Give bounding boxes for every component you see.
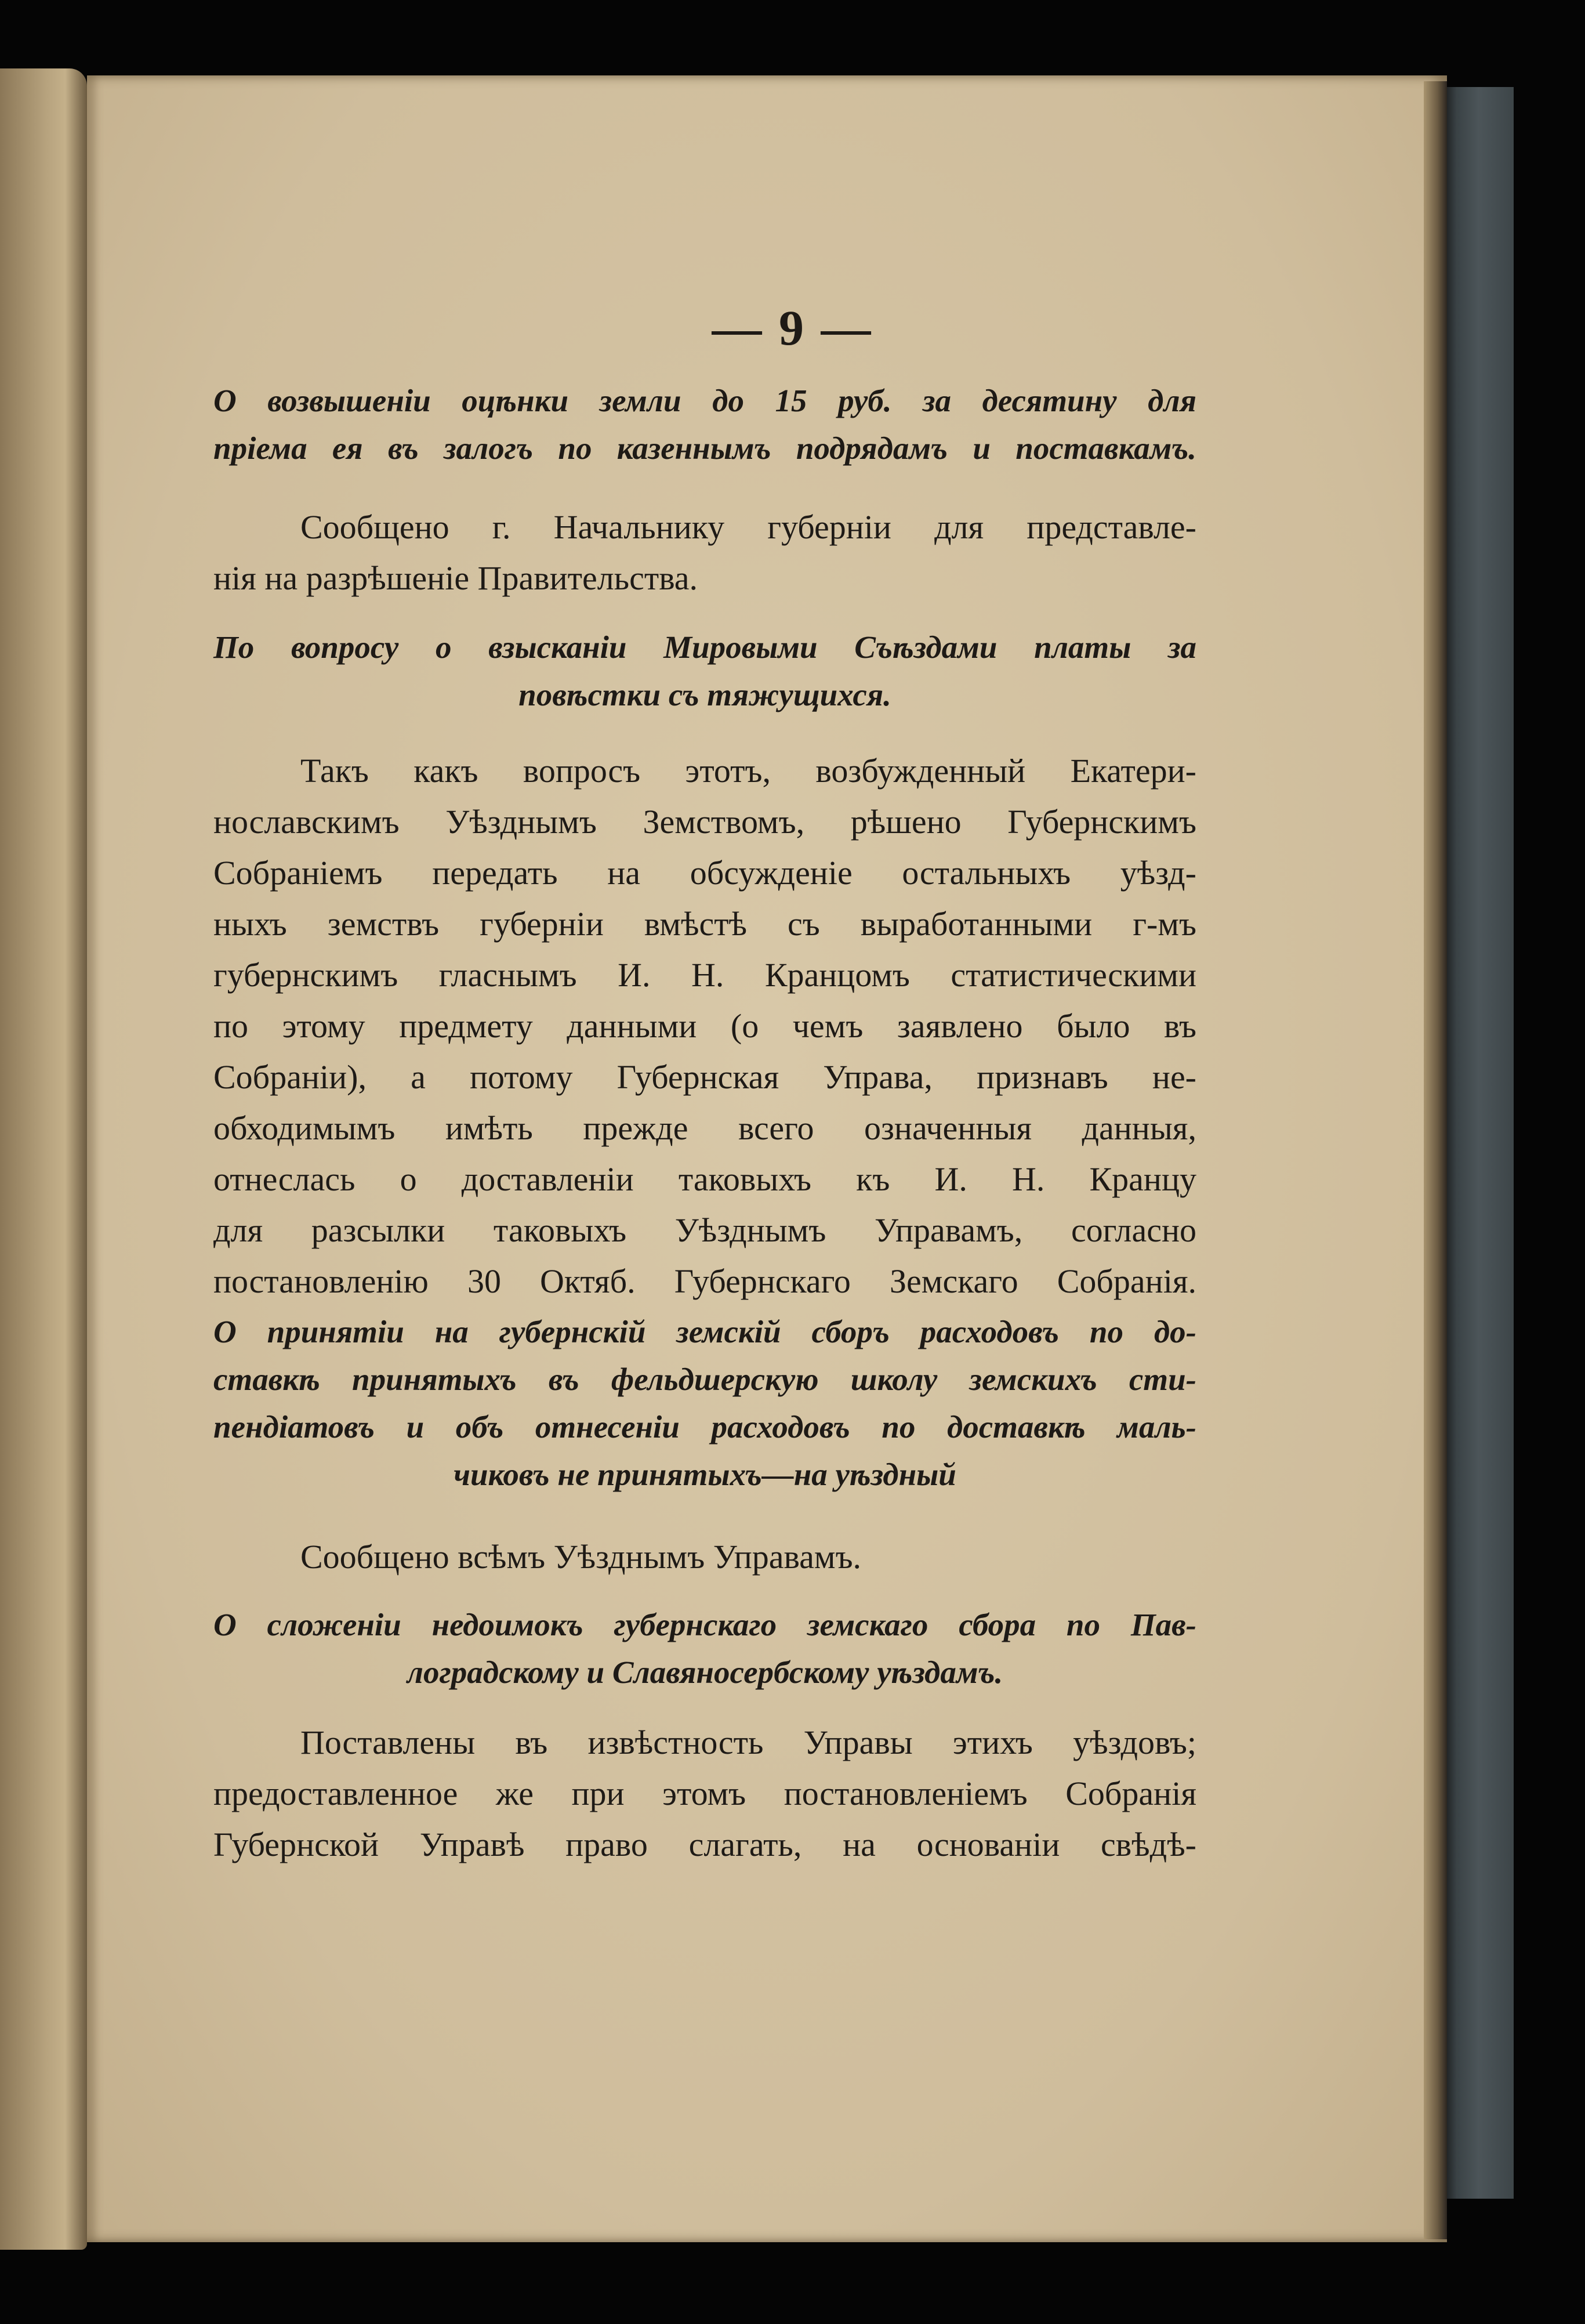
body-line: Сообщено г. Начальнику губерніи для представле- xyxy=(300,508,1196,546)
body-line: по этому предмету данными (о чемъ заявлено было въ xyxy=(213,1007,1196,1045)
heading-line: О сложеніи недоимокъ губернскаго земскаго сбора по Пав- xyxy=(213,1607,1196,1642)
section-heading-1 xyxy=(213,377,1196,472)
section-body-1 xyxy=(213,502,1196,604)
body-line: нославскимъ Уѣзднымъ Земствомъ, рѣшено Губернскимъ xyxy=(213,803,1196,841)
body-line: Собраніи), а потому Губернская Управа, признавъ не- xyxy=(213,1058,1196,1096)
section-body-4 xyxy=(213,1717,1196,1870)
body-line: постановленію 30 Октяб. Губернскаго Земскаго Собранія. xyxy=(213,1262,1196,1300)
body-line: предоставленное же при этомъ постановленіемъ Собранія xyxy=(213,1775,1196,1812)
heading-line: пендіатовъ и объ отнесеніи расходовъ по доставкѣ маль- xyxy=(213,1409,1196,1445)
heading-line: повѣстки съ тяжущихся. xyxy=(518,677,891,712)
heading-line: По вопросу о взысканіи Мировыми Съѣздами платы за xyxy=(213,629,1196,665)
page-fore-edge xyxy=(1424,81,1447,2239)
section-heading-4 xyxy=(213,1601,1196,1696)
section-heading-2 xyxy=(213,624,1196,719)
body-line: губернскимъ гласнымъ И. Н. Кранцомъ статистическими xyxy=(213,956,1196,994)
body-line: Поставлены въ извѣстность Управы этихъ уѣздовъ; xyxy=(300,1724,1196,1761)
heading-line: ставкѣ принятыхъ въ фельдшерскую школу земскихъ сти- xyxy=(213,1362,1196,1397)
left-page-edge xyxy=(0,68,87,2250)
book-cover-board xyxy=(1444,87,1514,2199)
heading-line: О возвышеніи оцѣнки земли до 15 руб. за десятину для xyxy=(213,383,1196,418)
body-line: Такъ какъ вопросъ этотъ, возбужденный Екатери- xyxy=(300,752,1196,790)
section-body-2 xyxy=(213,745,1196,1307)
body-line: нія на разрѣшеніе Правительства. xyxy=(213,559,698,597)
body-line: обходимымъ имѣть прежде всего означенныя данныя, xyxy=(213,1109,1196,1147)
section-body-3 xyxy=(213,1532,1196,1583)
heading-line: лоградскому и Славяносербскому уѣздамъ. xyxy=(407,1655,1003,1690)
body-line: для разсылки таковыхъ Уѣзднымъ Управамъ, согласно xyxy=(213,1211,1196,1249)
heading-line: чиковъ не принятыхъ—на уѣздный xyxy=(454,1457,956,1492)
heading-line: О принятіи на губернскій земскій сборъ расходовъ по до- xyxy=(213,1314,1196,1349)
body-line: отнеслась о доставленіи таковыхъ къ И. Н. Кранцу xyxy=(213,1160,1196,1198)
body-line: ныхъ земствъ губерніи вмѣстѣ съ выработанными г-мъ xyxy=(213,905,1196,943)
body-line: Сообщено всѣмъ Уѣзднымъ Управамъ. xyxy=(300,1538,862,1576)
heading-line: пріема ея въ залогъ по казеннымъ подрядамъ и поставкамъ. xyxy=(213,430,1196,466)
page-number: — 9 — xyxy=(712,300,873,356)
body-line: Собраніемъ передать на обсужденіе остальныхъ уѣзд- xyxy=(213,854,1196,892)
section-heading-3 xyxy=(213,1308,1196,1498)
body-line: Губернской Управѣ право слагать, на основаніи свѣдѣ- xyxy=(213,1826,1196,1863)
